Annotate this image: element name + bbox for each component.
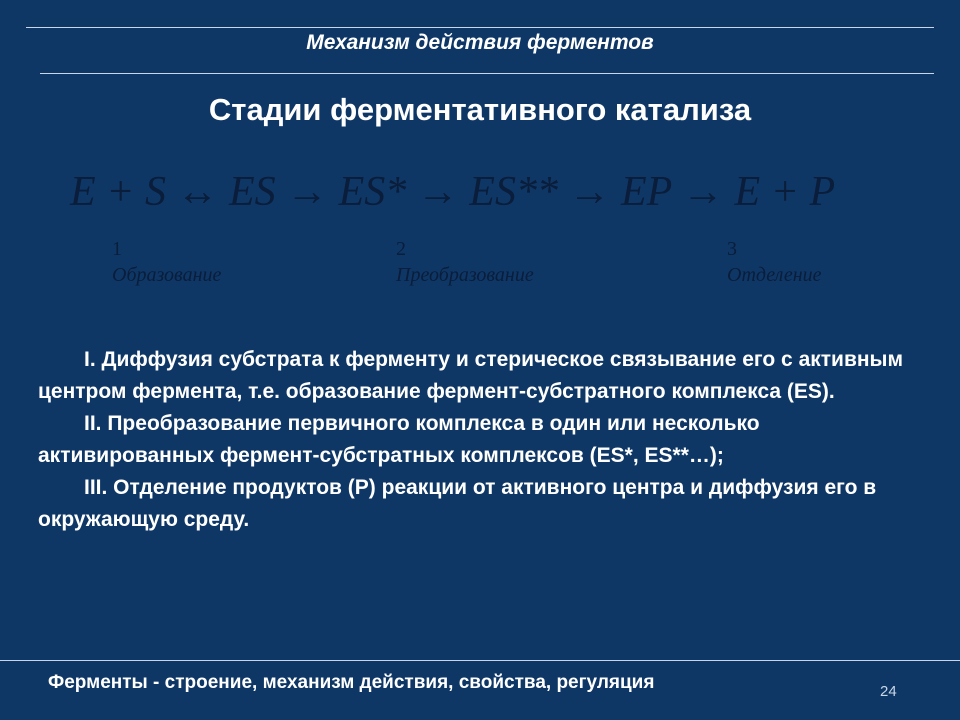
paragraph-2-rest: несколько активированных фермент-субстратных комплексов (ES*, ES**…); — [38, 412, 760, 467]
header-bottom-rule — [40, 73, 934, 74]
stage-2-label: Преобразование — [396, 264, 534, 286]
page-number: 24 — [880, 683, 897, 700]
paragraph-3 — [38, 472, 918, 536]
paragraph-2 — [38, 408, 918, 472]
stage-1-label: Образование — [112, 264, 222, 286]
equation-text: E + S ↔ ES → ES* → ES** → EP → E + P — [70, 169, 836, 215]
header-title: Механизм действия ферментов — [306, 31, 654, 54]
stage-2-number: 2 — [396, 238, 406, 260]
paragraph-3-first-line: III. Отделение продуктов (Р) реакции от активного — [84, 476, 607, 499]
stage-2 — [396, 236, 534, 288]
paragraph-1-first-line: I. Диффузия субстрата к ферменту и стерическое — [84, 348, 605, 371]
stage-1 — [112, 236, 221, 288]
reaction-equation — [70, 168, 910, 228]
stage-1-number: 1 — [112, 238, 122, 260]
slide-title: Стадии ферментативного катализа — [208, 92, 752, 127]
paragraph-2-first-line: II. Преобразование первичного комплекса в один или — [84, 412, 647, 435]
footer-text: Ферменты - строение, механизм действия, свойства, регуляция — [48, 672, 655, 693]
paragraph-1-rest: связывание его с активным центром фермента, т.е. образование фермент-субстратного комплекса (ES). — [38, 348, 904, 403]
header-top-rule — [26, 27, 934, 28]
paragraph-1 — [38, 344, 918, 408]
stage-3 — [727, 236, 822, 288]
body-text — [38, 344, 918, 536]
footer-rule — [0, 660, 960, 661]
stage-3-label: Отделение — [727, 264, 822, 286]
paragraph-3-rest: центра и диффузия его в окружающую среду. — [38, 476, 877, 531]
stage-3-number: 3 — [727, 238, 737, 260]
